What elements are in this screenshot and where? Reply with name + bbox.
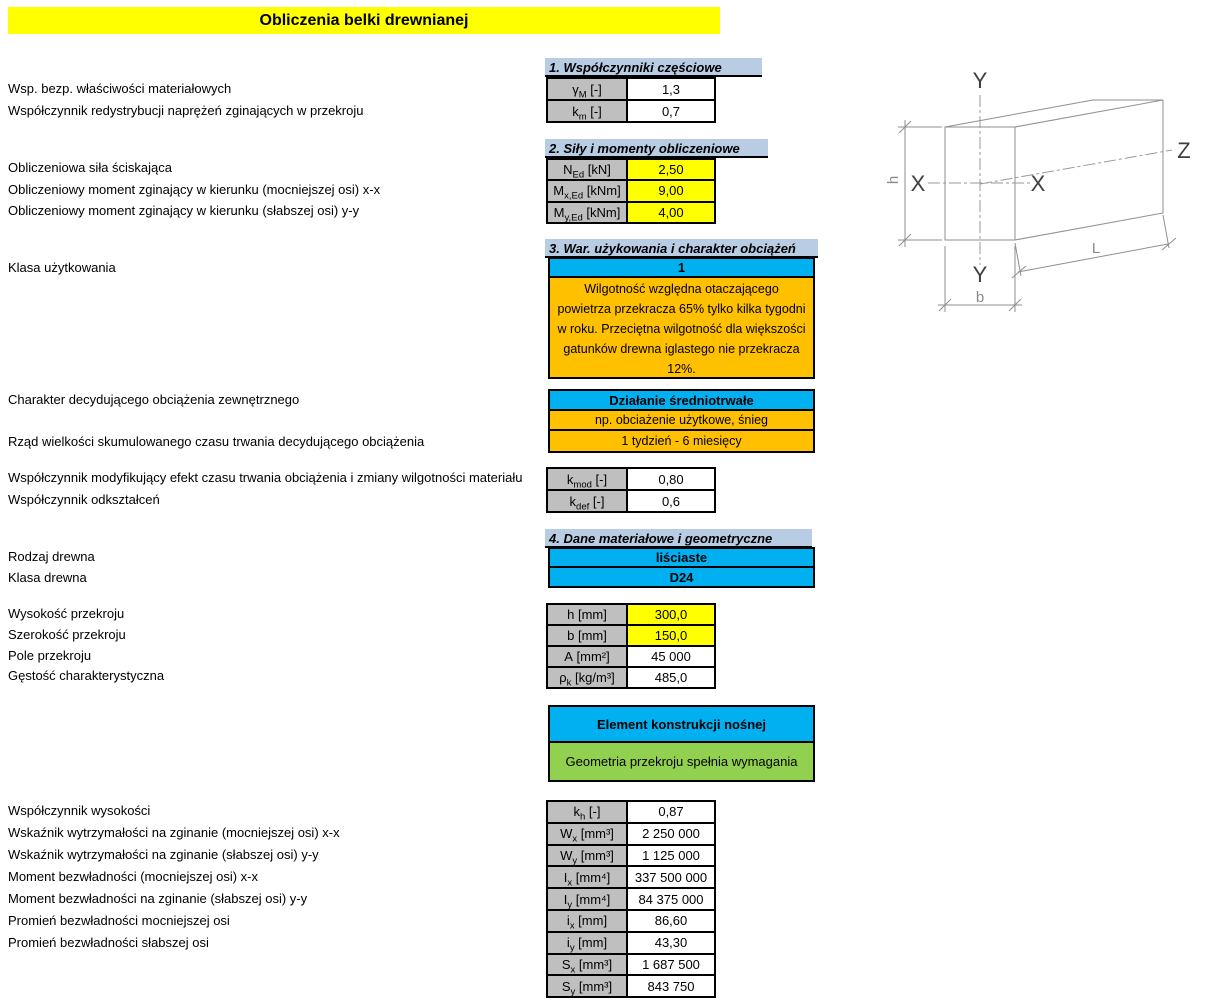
param-cell: $S_y$ [mm³] — [547, 975, 627, 997]
value-cell: 0,6 — [627, 490, 715, 512]
input-cell[interactable]: 300,0 — [627, 604, 715, 625]
table-row — [547, 667, 715, 688]
section-header-2: 2. Siły i momenty obliczeniowe — [545, 139, 768, 158]
row-label: Wsp. bezp. właściwości materiałowych — [8, 81, 232, 96]
param-cell: $N_{Ed}$ [kN] — [547, 159, 627, 180]
dim-label-b: b — [975, 289, 985, 306]
value-cell: 43,30 — [627, 932, 715, 954]
param-cell: $S_x$ [mm³] — [547, 954, 627, 976]
row-label: Rząd wielkości skumulowanego czasu trwania decydującego obciążenia — [8, 434, 425, 449]
param-cell: $I_x$ [mm⁴] — [547, 866, 627, 888]
table-row — [547, 932, 715, 954]
note-line: Wilgotność względna otaczającego — [584, 282, 779, 296]
section-header-4: 4. Dane materiałowe i geometryczne — [545, 529, 812, 548]
table-row — [547, 954, 715, 976]
load-character-note: np. obciażenie użytkowe, śnieg — [548, 409, 815, 431]
table-row — [547, 468, 715, 490]
param-cell: $\rho_k$ [kg/m³] — [547, 667, 627, 688]
table-row — [547, 646, 715, 667]
table-row — [547, 159, 715, 180]
input-cell[interactable]: 9,00 — [627, 180, 715, 201]
row-label: Moment bezwładności (mocniejszej osi) x-x — [8, 869, 258, 884]
table-row — [547, 975, 715, 997]
row-label: Obliczeniowy moment zginający w kierunku (słabszej osi) y-y — [8, 203, 360, 218]
section-header-3: 3. War. użykowania i charakter obciążeń — [545, 239, 818, 258]
row-label: Promień bezwładności słabszej osi — [8, 935, 209, 950]
value-cell: 86,60 — [627, 910, 715, 932]
row-label: Współczynnik wysokości — [8, 803, 151, 818]
param-cell: $M_{y,Ed}$ [kNm] — [547, 202, 627, 223]
row-label: Szerokość przekroju — [8, 627, 126, 642]
axis-label-z: Z — [1177, 138, 1191, 163]
geometry-table — [546, 603, 716, 689]
row-label: Współczynnik modyfikujący efekt czasu trwania obciążenia i zmiany wilgotności materiału — [8, 470, 523, 485]
table-row — [547, 888, 715, 910]
row-label: Rodzaj drewna — [8, 549, 95, 564]
note-line: w roku. Przeciętna wilgotność dla większości — [557, 322, 806, 336]
table-row — [547, 180, 715, 201]
axis-label-x-left: X — [910, 171, 926, 196]
param-cell: $k_m$ [-] — [547, 100, 627, 122]
value-cell: 485,0 — [627, 667, 715, 688]
row-label: Pole przekroju — [8, 648, 92, 663]
axis-label-y-bottom: Y — [972, 262, 988, 287]
table-row — [547, 604, 715, 625]
value-cell: 1 125 000 — [627, 845, 715, 867]
value-cell: 0,80 — [627, 468, 715, 490]
beam-right-face — [1015, 100, 1163, 240]
geometry-ok-status: Geometria przekroju spełnia wymagania — [548, 741, 815, 782]
service-class-select[interactable]: 1 — [548, 257, 815, 278]
row-label: Charakter decydującego obciążenia zewnętrznego — [8, 392, 300, 407]
input-cell[interactable]: 150,0 — [627, 625, 715, 646]
value-cell: 0,7 — [627, 100, 715, 122]
row-label: Promień bezwładności mocniejszej osi — [8, 913, 230, 928]
load-character-select[interactable]: Działanie średniotrwałe — [548, 389, 815, 411]
table-row — [547, 100, 715, 122]
service-class-note — [548, 276, 815, 379]
param-cell: h [mm] — [547, 604, 627, 625]
page-title: Obliczenia belki drewnianej — [8, 7, 720, 34]
table-row — [547, 866, 715, 888]
row-label: Obliczeniowa siła ściskająca — [8, 160, 173, 175]
param-cell: $k_{mod}$ [-] — [547, 468, 627, 490]
wood-class-select[interactable]: D24 — [548, 566, 815, 588]
param-cell: $\gamma_M$ [-] — [547, 78, 627, 100]
section-header-1: 1. Współczynniki częściowe — [545, 58, 762, 77]
element-type-box: Element konstrukcji nośnej — [548, 705, 815, 743]
wood-type-select[interactable]: liściaste — [548, 547, 815, 568]
row-label: Gęstość charakterystyczna — [8, 668, 165, 683]
param-cell: b [mm] — [547, 625, 627, 646]
table-row — [547, 845, 715, 867]
row-label: Obliczeniowy moment zginający w kierunku (mocniejszej osi) x-x — [8, 182, 381, 197]
value-cell: 1,3 — [627, 78, 715, 100]
value-cell: 84 375 000 — [627, 888, 715, 910]
input-cell[interactable]: 2,50 — [627, 159, 715, 180]
param-cell: A [mm²] — [547, 646, 627, 667]
table-row — [547, 823, 715, 845]
value-cell: 45 000 — [627, 646, 715, 667]
axis-label-x-right: X — [1030, 171, 1046, 196]
value-cell: 1 687 500 — [627, 954, 715, 976]
input-cell[interactable]: 4,00 — [627, 202, 715, 223]
table-row — [547, 202, 715, 223]
value-cell: 0,87 — [627, 801, 715, 823]
param-cell: $W_x$ [mm³] — [547, 823, 627, 845]
row-label: Moment bezwładności na zginanie (słabszej osi) y-y — [8, 891, 308, 906]
value-cell: 2 250 000 — [627, 823, 715, 845]
row-label: Współczynnik redystrybucji naprężeń zginających w przekroju — [8, 103, 364, 118]
param-cell: $i_x$ [mm] — [547, 910, 627, 932]
row-label: Współczynnik odkształceń — [8, 492, 160, 507]
table-row — [547, 78, 715, 100]
kmod-table — [546, 467, 716, 513]
param-cell: $k_h$ [-] — [547, 801, 627, 823]
dim-label-l: L — [1091, 240, 1101, 257]
row-label: Wysokość przekroju — [8, 606, 125, 621]
beam-top-face — [945, 100, 1163, 127]
table-row — [547, 625, 715, 646]
table-row — [547, 490, 715, 512]
partial-factors-table — [546, 77, 716, 123]
beam-diagram — [862, 70, 1212, 325]
note-line: 12%. — [667, 362, 696, 376]
load-duration-note: 1 tydzień - 6 miesięcy — [548, 429, 815, 453]
dim-label-h: h — [885, 175, 902, 185]
param-cell: $M_{x,Ed}$ [kNm] — [547, 180, 627, 201]
row-label: Klasa użytkowania — [8, 260, 116, 275]
param-cell: $W_y$ [mm³] — [547, 845, 627, 867]
value-cell: 337 500 000 — [627, 866, 715, 888]
row-label: Klasa drewna — [8, 570, 87, 585]
row-label: Wskaźnik wytrzymałości na zginanie (mocniejszej osi) x-x — [8, 825, 340, 840]
note-line: gatunków drewna iglastego nie przekracza — [563, 342, 800, 356]
value-cell: 843 750 — [627, 975, 715, 997]
axis-label-y-top: Y — [972, 70, 988, 93]
results-table — [546, 800, 716, 998]
param-cell: $k_{def}$ [-] — [547, 490, 627, 512]
table-row — [547, 910, 715, 932]
forces-table — [546, 158, 716, 224]
note-line: powietrza przekracza 65% tylko kilka tygodni — [557, 302, 806, 316]
param-cell: $i_y$ [mm] — [547, 932, 627, 954]
z-axis-line — [980, 150, 1172, 184]
table-row — [547, 801, 715, 823]
param-cell: $I_y$ [mm⁴] — [547, 888, 627, 910]
row-label: Wskaźnik wytrzymałości na zginanie (słabszej osi) y-y — [8, 847, 319, 862]
